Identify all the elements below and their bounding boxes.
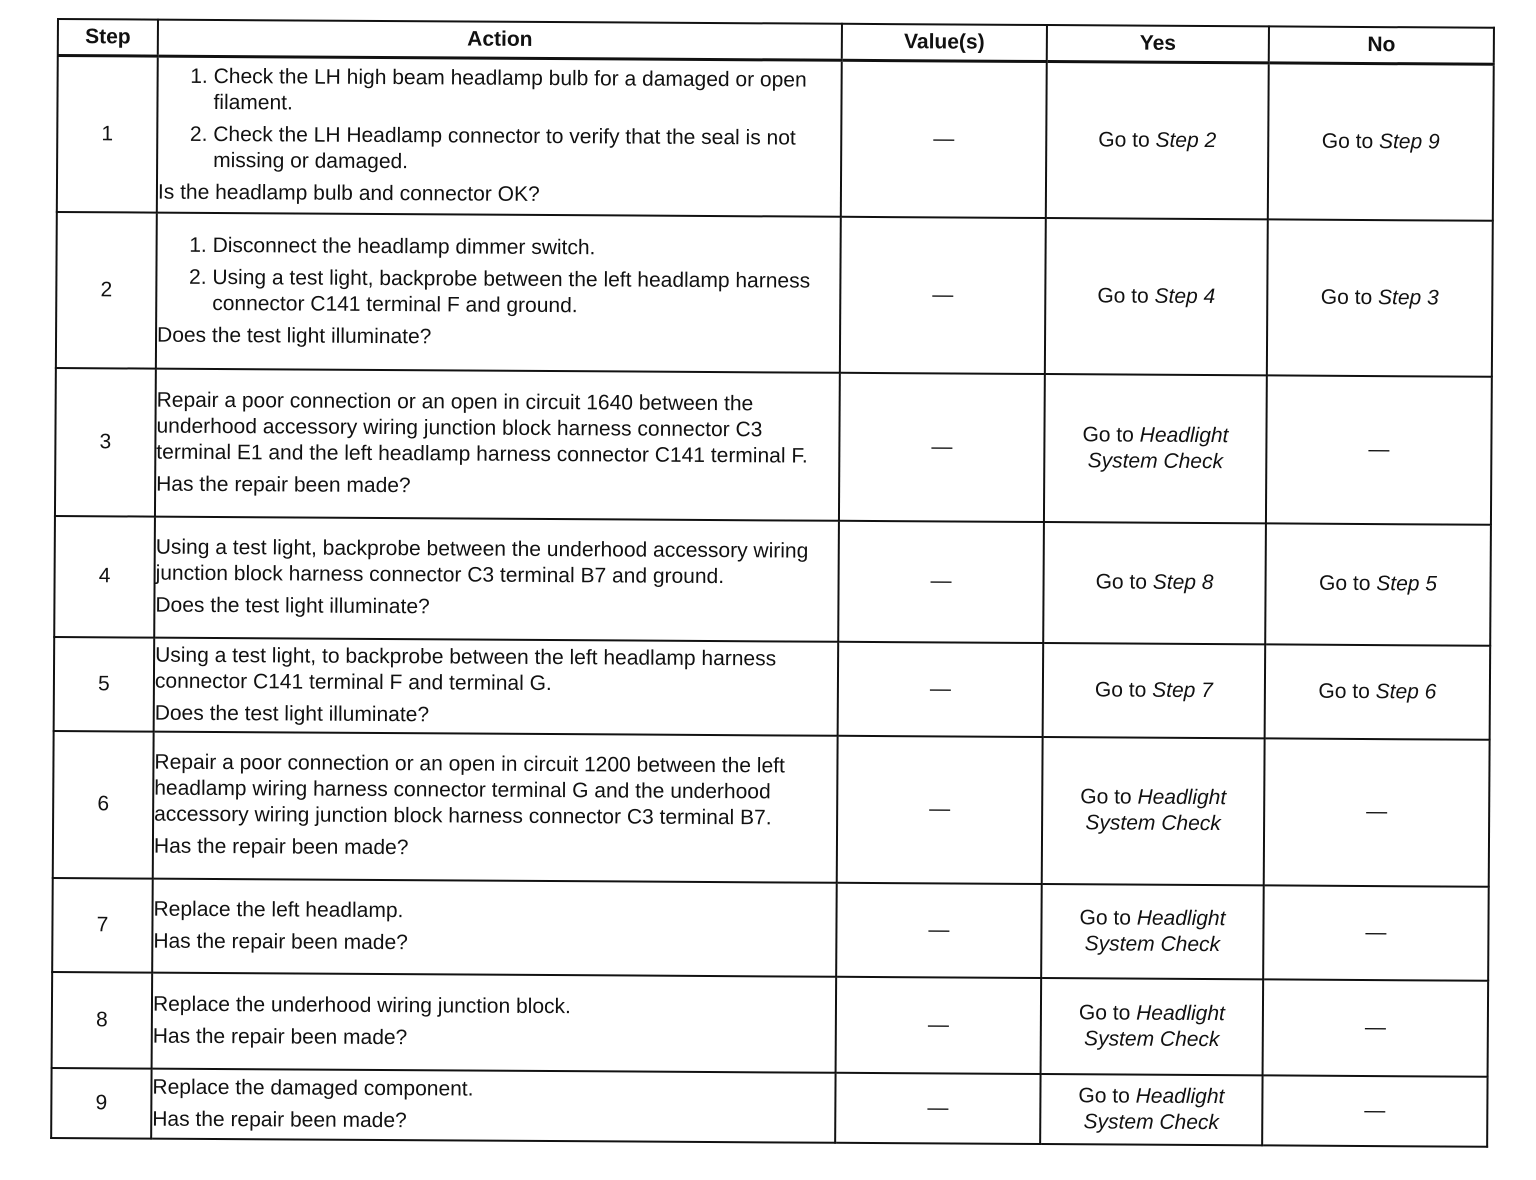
goto-prefix: Go to [1078, 1000, 1137, 1025]
header-values: Value(s) [842, 24, 1047, 62]
yes-cell [1040, 1074, 1262, 1145]
header-yes: Yes [1047, 25, 1269, 63]
action-cell [152, 878, 837, 976]
goto-target: Headlight System Check [1084, 906, 1226, 956]
action-step-item: 2. Using a test light, backprobe between the left headlamp harness connector C141 terminal F and ground. [212, 264, 839, 320]
value-cell [836, 882, 1042, 977]
yes-cell [1043, 643, 1266, 738]
value-cell [838, 520, 1044, 642]
step-number: 5 [54, 636, 155, 731]
action-cell [153, 731, 838, 882]
step-number: 6 [53, 730, 154, 878]
table-row [53, 730, 1490, 886]
value-dash: — [931, 434, 953, 458]
action-instruction: Replace the damaged component. [152, 1075, 474, 1101]
diagnostic-table [50, 18, 1495, 1147]
action-cell [152, 972, 837, 1072]
dash-mark: — [1364, 1015, 1386, 1039]
goto-prefix: Go to [1319, 571, 1377, 596]
header-action: Action [158, 20, 842, 61]
value-dash: — [932, 282, 954, 306]
action-cell [156, 212, 841, 372]
yes-cell [1046, 62, 1269, 219]
action-question: Does the test light illuminate? [154, 701, 430, 726]
no-cell [1264, 738, 1490, 886]
goto-target: Step 2 [1155, 128, 1217, 152]
action-cell [155, 368, 840, 520]
goto-target: Step 8 [1152, 570, 1214, 595]
action-cell [157, 56, 842, 216]
dash-mark: — [1366, 800, 1388, 824]
action-question: Has the repair been made? [156, 472, 411, 497]
yes-cell [1043, 522, 1266, 644]
step-number: 8 [52, 971, 153, 1068]
action-question: Is the headlamp bulb and connector OK? [157, 180, 540, 206]
goto-target: Headlight System Check [1085, 785, 1227, 836]
action-cell [154, 637, 839, 735]
step-number: 3 [55, 367, 156, 516]
value-dash: — [929, 797, 951, 821]
goto-target: Step 5 [1376, 572, 1438, 596]
value-cell [841, 60, 1047, 217]
no-cell [1263, 979, 1489, 1076]
value-cell [837, 735, 1043, 883]
action-instruction: Replace the underhood wiring junction block. [152, 992, 571, 1018]
action-steps-list [158, 63, 841, 177]
yes-cell [1042, 737, 1265, 885]
value-dash: — [927, 1012, 949, 1036]
goto-prefix: Go to [1320, 285, 1379, 309]
value-dash: — [927, 1095, 949, 1119]
table-row [56, 212, 1493, 377]
no-cell [1265, 644, 1491, 739]
action-question: Has the repair been made? [152, 1107, 407, 1132]
step-number: 7 [52, 877, 153, 972]
goto-prefix: Go to [1080, 785, 1138, 809]
action-instruction: Repair a poor connection or an open in circuit 1200 between the left headlamp wiring harness connector terminal G and the underhood accessory wiring junction block harness connector C3 terminal B7. [154, 750, 785, 830]
action-step-item: 1. Check the LH high beam headlamp bulb for a damaged or open filament. [213, 64, 840, 120]
value-dash: — [928, 917, 950, 941]
value-dash: — [930, 569, 952, 593]
step-number: 9 [51, 1067, 151, 1138]
goto-prefix: Go to [1097, 283, 1155, 308]
table-row [54, 636, 1491, 739]
value-dash: — [933, 127, 955, 151]
yes-cell [1045, 218, 1268, 375]
goto-prefix: Go to [1098, 128, 1156, 152]
yes-cell [1041, 978, 1264, 1075]
header-no: No [1269, 26, 1494, 64]
table-body [51, 56, 1494, 1147]
goto-target: Step 6 [1375, 679, 1437, 703]
value-cell [835, 1072, 1040, 1143]
yes-cell [1044, 374, 1267, 523]
goto-target: Step 9 [1378, 129, 1440, 154]
table-row [51, 1067, 1487, 1146]
action-step-item: 2. Check the LH Headlamp connector to verify that the seal is not missing or damaged. [213, 122, 840, 178]
yes-cell [1041, 884, 1264, 979]
no-cell [1268, 63, 1494, 220]
value-cell [838, 641, 1044, 736]
no-cell [1266, 375, 1492, 524]
no-cell [1263, 885, 1489, 980]
goto-prefix: Go to [1079, 905, 1137, 930]
header-step: Step [58, 19, 158, 56]
table-row [54, 515, 1491, 645]
value-dash: — [929, 676, 951, 700]
table-row [52, 971, 1489, 1076]
dash-mark: — [1368, 437, 1390, 461]
action-instruction: Using a test light, to backprobe between the left headlamp harness connector C141 terminal F and terminal G. [154, 643, 777, 695]
goto-prefix: Go to [1078, 1083, 1136, 1108]
goto-prefix: Go to [1094, 677, 1153, 702]
action-question: Has the repair been made? [153, 834, 409, 860]
goto-target: Headlight System Check [1084, 1001, 1225, 1051]
value-cell [840, 216, 1046, 373]
action-question: Does the test light illuminate? [156, 323, 432, 348]
goto-target: Step 4 [1154, 284, 1216, 308]
action-cell [154, 516, 839, 641]
goto-target: Headlight System Check [1087, 423, 1229, 473]
diagnostic-table-page [50, 18, 1493, 1147]
action-step-item: 1. Disconnect the headlamp dimmer switch. [213, 232, 840, 262]
dash-mark: — [1365, 920, 1387, 944]
goto-prefix: Go to [1321, 129, 1380, 153]
action-instruction: Repair a poor connection or an open in circuit 1640 between the underhood accessory wiring junction block harness connector C3 terminal E1 and the left headlamp harness connector C141 terminal F. [156, 388, 808, 468]
action-cell [151, 1068, 835, 1142]
goto-prefix: Go to [1318, 679, 1376, 703]
table-row [52, 877, 1489, 980]
table-row [57, 56, 1494, 221]
goto-prefix: Go to [1082, 422, 1140, 447]
value-cell [839, 372, 1045, 521]
step-number: 4 [54, 515, 155, 637]
action-question: Does the test light illuminate? [155, 593, 430, 619]
table-row [55, 367, 1492, 524]
no-cell [1262, 1075, 1487, 1146]
goto-prefix: Go to [1095, 570, 1153, 594]
no-cell [1267, 219, 1493, 376]
action-question: Has the repair been made? [152, 1024, 408, 1049]
goto-target: Step 7 [1152, 678, 1213, 702]
action-steps-list [157, 232, 840, 320]
goto-target: Step 3 [1377, 285, 1439, 309]
step-number: 2 [56, 212, 157, 369]
action-instruction: Replace the left headlamp. [153, 897, 404, 922]
value-cell [836, 976, 1042, 1073]
action-instruction: Using a test light, backprobe between the underhood accessory wiring junction block harness connector C3 terminal B7 and ground. [155, 535, 809, 589]
no-cell [1265, 523, 1491, 645]
action-question: Has the repair been made? [153, 929, 408, 954]
goto-target: Headlight System Check [1083, 1084, 1225, 1134]
step-number: 1 [57, 56, 158, 213]
dash-mark: — [1364, 1098, 1386, 1122]
